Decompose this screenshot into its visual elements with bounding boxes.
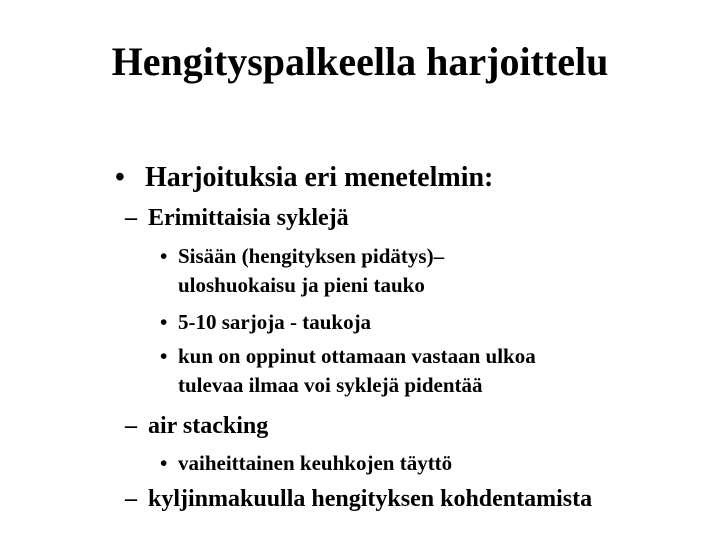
bullet-marker: • [115,162,125,193]
slide-title: Hengityspalkeella harjoittelu [111,39,609,84]
sub-sub-bullet-line: tulevaa ilmaa voi syklejä pidentää [178,373,483,397]
sub-bullet-text: air stacking [148,413,269,439]
sub-bullet-text: Erimittaisia syklejä [148,205,349,231]
bullet-main [115,162,125,194]
sub-sub-bullet-line: vaiheittainen keuhkojen täyttö [178,451,453,475]
sub-bullet-marker: – [125,486,137,512]
sub-sub-bullet-line: uloshuokaisu ja pieni tauko [178,273,425,297]
sub-sub-bullet-marker: • [160,310,168,334]
bullet-main-text: Harjoituksia eri menetelmin: [145,162,494,193]
sub-bullet-marker: – [125,205,137,231]
sub-sub-bullet-line: Sisään (hengityksen pidätys)– [178,244,445,268]
sub-bullet-marker: – [125,413,137,439]
sub-sub-bullet-marker: • [160,244,168,268]
sub-sub-bullet-marker: • [160,344,168,368]
sub-sub-bullet-marker: • [160,451,168,475]
sub-sub-bullet-line: kun on oppinut ottamaan vastaan ulkoa [178,344,536,368]
sub-sub-bullet-line: 5-10 sarjoja - taukoja [178,310,372,334]
sub-bullet-text: kyljinmakuulla hengityksen kohdentamista [148,486,593,512]
